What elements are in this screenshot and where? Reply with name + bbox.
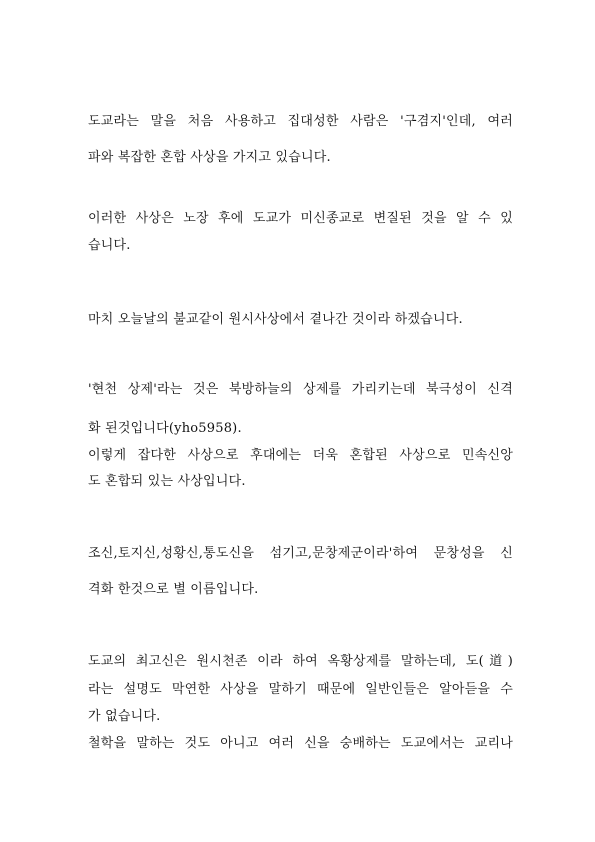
paragraph-2-line-2: 습니다. [88,238,131,253]
paragraph-6-line-4: 철학을 말하는 것도 아니고 여러 신을 숭배하는 도교에서는 교리나 [88,736,513,751]
paragraph-4-line-1: '현천 상제'라는 것은 북방하늘의 상제를 가리키는데 북극성이 신격 [88,382,513,397]
paragraph-6-line-3: 가 없습니다. [88,709,161,724]
paragraph-4-line-2: 화 된것입니다(yho5958). [88,421,242,436]
paragraph-5-line-1: 조신,토지신,성황신,통도신을 섬기고,문창제군이라'하여 문창성을 신 [88,546,513,561]
paragraph-2-line-1: 이러한 사상은 노장 후에 도교가 미신종교로 변질된 것을 알 수 있 [88,211,513,226]
paragraph-5-line-2: 격화 한것으로 별 이름입니다. [88,582,259,597]
paragraph-6-line-1: 도교의 최고신은 원시천존 이라 하여 옥황상제를 말하는데, 도(道) [88,654,513,669]
paragraph-4-line-4: 도 혼합되 있는 사상입니다. [88,474,246,489]
paragraph-4-line-3: 이렇게 잡다한 사상으로 후대에는 더욱 혼합된 사상으로 민속신앙 [88,448,513,463]
paragraph-6-line-2: 라는 설명도 막연한 사상을 말하기 때문에 일반인들은 알아듣을 수 [88,682,513,697]
paragraph-3-line-1: 마치 오늘날의 불교같이 원시사상에서 곁나간 것이라 하겠습니다. [88,312,463,327]
paragraph-1-line-2: 파와 복잡한 혼합 사상을 가지고 있습니다. [88,150,331,165]
paragraph-1-line-1: 도교라는 말을 처음 사용하고 집대성한 사람은 '구겸지'인데, 여러 [88,114,513,129]
